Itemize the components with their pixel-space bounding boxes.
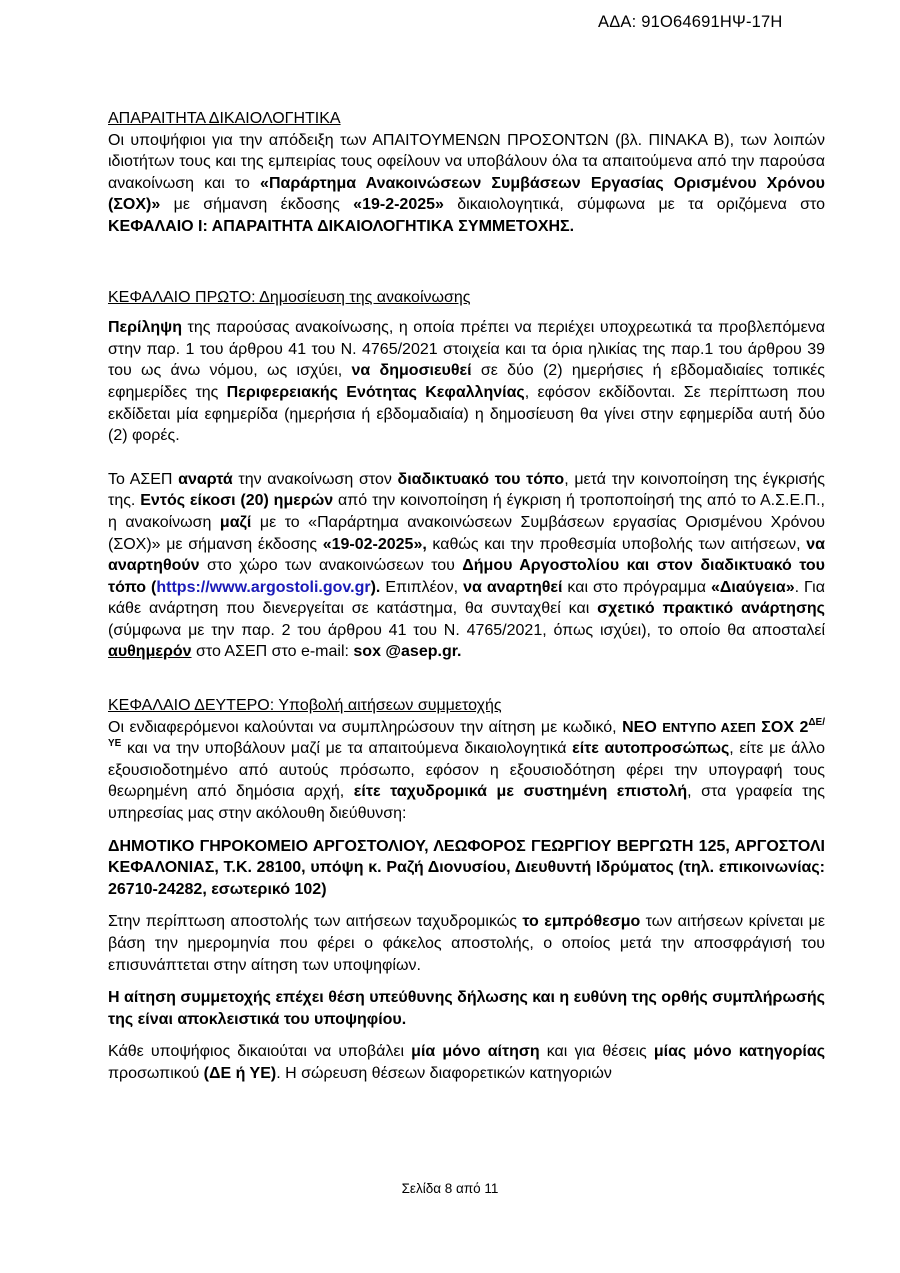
text-run: και να την υποβάλουν μαζί με τα απαιτούμενα δικαιολογητικά <box>121 740 573 758</box>
page-number-footer: Σελίδα 8 από 11 <box>401 1181 499 1196</box>
text-run: (σύμφωνα με την παρ. 2 του άρθρου 41 του Ν. 4765/2021, όπως ισχύει), το οποίο θα αποσταλεί <box>108 621 825 639</box>
text-run: από την κοινοποίηση ή έγκριση ή τροποποίησή της από το Α.Σ.Ε.Π., η ανακοίνωση <box>108 492 826 531</box>
text-run: προσωπικού <box>108 1064 204 1082</box>
bold-run: ΕΝΤΥΠΟ ΑΣΕΠ <box>662 719 756 735</box>
bold-run: αναρτά <box>178 470 233 488</box>
text-run: την ανακοίνωση στον <box>232 470 398 488</box>
paragraph-responsible-declaration: Η αίτηση συμμετοχής επέχει θέση υπεύθυνης δήλωσης και η ευθύνη της ορθής συμπλήρωσής της είναι αποκλειστικά του υποψηφίου. <box>108 989 825 1028</box>
text-run: δικαιολογητικά, σύμφωνα με τα οριζόμενα στο <box>443 196 826 214</box>
superscript: ΔΕ/ΥΕ <box>108 716 825 750</box>
paragraph-application-submission <box>108 717 825 825</box>
bold-run: «19-02-2025», <box>322 535 427 553</box>
bold-run: ΚΕΦΑΛΑΙΟ Ι: ΑΠΑΡΑΙΤΗΤΑ ΔΙΚΑΙΟΛΟΓΗΤΙΚΑ ΣΥΜΜΕΤΟΧΗΣ. <box>108 217 575 235</box>
text-run: , είτε με άλλο εξουσιοδοτημένο από αυτούς πρόσωπο, εφόσον η εξουσιοδότηση φέρει την υπογραφή τους θεωρημένη από δημόσια αρχή, <box>108 740 825 801</box>
bold-run: «Παράρτημα Ανακοινώσεων Συμβάσεων Εργασίας Ορισμένου Χρόνου (ΣΟΧ)» <box>108 174 825 214</box>
bold-run: διαδικτυακό του τόπο <box>397 470 565 488</box>
bold-run: μίας μόνο κατηγορίας <box>653 1043 826 1061</box>
text-run: Οι υποψήφιοι για την απόδειξη των ΑΠΑΙΤΟΥΜΕΝΩΝ ΠΡΟΣΟΝΤΩΝ (βλ. ΠΙΝΑΚΑ Β), των λοιπών ιδιοτήτων τους και της εμπειρίας τους οφείλουν να υποβάλουν όλα τα απαιτούμενα από την παρούσα ανακοίνωση και το <box>108 131 825 192</box>
bold-run: Περίληψη <box>108 319 182 337</box>
text-run: . Η σώρευση θέσεων διαφορετικών κατηγοριών <box>276 1064 612 1082</box>
paragraph-postal-deadline <box>108 911 825 976</box>
text-run: . Για κάθε ανάρτηση που διενεργείται σε κατάστημα, θα συνταχθεί και <box>108 578 825 618</box>
text-run: με σήμανση έκδοσης <box>160 196 354 214</box>
bold-run: σχετικό πρακτικό ανάρτησης <box>597 600 825 618</box>
text-run: Το ΑΣΕΠ <box>108 470 179 488</box>
text-run: καθώς και την προθεσμία υποβολής των αιτήσεων, <box>426 535 807 553</box>
text-run: και στο πρόγραμμα <box>562 578 711 596</box>
text-run: της παρούσας ανακοίνωσης, η οποία πρέπει να περιέχει υποχρεωτικά τα προβλεπόμενα στην παρ. 1 του άρθρου 41 του Ν. 4765/2021 στοιχεία και τα όρια ηλικίας της παρ.1 του άρθρου 39 του ως άνω νόμου, ως ισχύει, <box>108 319 825 380</box>
bold-run: να αναρτηθούν <box>108 535 825 575</box>
bold-underline-run: αυθημερόν <box>108 643 192 661</box>
bold-run: ΝΕΟ <box>622 718 663 736</box>
paragraph-single-application <box>108 1041 825 1084</box>
address-block: ΔΗΜΟΤΙΚΟ ΓΗΡΟΚΟΜΕΙΟ ΑΡΓΟΣΤΟΛΙΟΥ, ΛΕΩΦΟΡΟΣ ΓΕΩΡΓΙΟΥ ΒΕΡΓΩΤΗ 125, ΑΡΓΟΣΤΟΛΙ ΚΕΦΑΛΟΝΙΑΣ, Τ.Κ. 28100, υπόψη κ. Ραζή Διονυσίου, Διευθυντή Ιδρύματος (τηλ. επικοινωνίας: 26710-24282, εσωτερικό 102) <box>108 837 825 898</box>
text-run: Κάθε υποψήφιος δικαιούται να υποβάλει <box>108 1043 412 1061</box>
text-run: Στην περίπτωση αποστολής των αιτήσεων ταχυδρομικώς <box>108 913 523 931</box>
email-address: sox @asep.gr. <box>353 643 462 661</box>
bold-run: το εμπρόθεσμο <box>522 913 641 931</box>
bold-run: «Διαύγεια» <box>710 578 795 596</box>
bold-run: ). <box>370 578 381 596</box>
bold-run: Δήμου Αργοστολίου και στον διαδικτυακό του τόπο ( <box>108 557 825 596</box>
text-run: , μετά την κοινοποίηση της έγκρισής της. <box>108 470 826 510</box>
text-run: με το «Παράρτημα ανακοινώσεων Συμβάσεων εργασίας Ορισμένου Χρόνου (ΣΟΧ)» με σήμανση έκδοσης <box>108 513 826 553</box>
bold-run: είτε αυτοπροσώπως <box>572 740 730 758</box>
text-run: και για θέσεις <box>539 1043 654 1061</box>
text-run: , εφόσον εκδίδονται. Σε περίπτωση που εκδίδεται μία εφημερίδα (ημερήσια ή εβδομαδιαία) η δημοσίευση θα γίνει στην εφημερίδα αυτή δύο (2) φορές. <box>108 383 826 445</box>
bold-run: μαζί <box>219 513 252 531</box>
text-run: στο χώρο των ανακοινώσεων του <box>199 557 463 575</box>
text-run: Επιπλέον, <box>380 578 464 596</box>
bold-run: να αναρτηθεί <box>463 578 563 596</box>
bold-run: Εντός είκοσι (20) ημερών <box>140 492 334 510</box>
paragraph-summary-publication <box>108 317 825 447</box>
text-run: των αιτήσεων κρίνεται με βάση την ημερομηνία που φέρει ο φάκελος αποστολής, ο οποίος μετά την αποσφράγισή του επισυνάπτεται στην αίτηση των υποψηφίων. <box>108 913 826 974</box>
paragraph-required-docs <box>108 130 825 238</box>
bold-run: (ΔΕ ή ΥΕ) <box>203 1064 277 1082</box>
text-run: Οι ενδιαφερόμενοι καλούνται να συμπληρώσουν την αίτηση με κωδικό, <box>108 718 623 736</box>
ada-code: ΑΔΑ: 91Ο64691ΗΨ-17Η <box>598 13 783 31</box>
bold-run: είτε ταχυδρομικά με συστημένη επιστολή <box>353 783 688 801</box>
section-heading-chapter-two: ΚΕΦΑΛΑΙΟ ΔΕΥΤΕΡΟ: Υποβολή αιτήσεων συμμετοχής <box>108 697 502 715</box>
bold-run: μία μόνο αίτηση <box>411 1043 540 1061</box>
bold-run: Περιφερειακής Ενότητας Κεφαλληνίας <box>226 383 525 401</box>
section-heading-required-docs: ΑΠΑΡΑΙΤΗΤΑ ΔΙΚΑΙΟΛΟΓΗΤΙΚΑ <box>108 110 341 127</box>
bold-run: «19-2-2025» <box>353 196 444 214</box>
text-run: στο ΑΣΕΠ στο e-mail: <box>191 643 354 661</box>
section-heading-chapter-one: ΚΕΦΑΛΑΙΟ ΠΡΩΤΟ: Δημοσίευση της ανακοίνωσης <box>108 288 471 306</box>
text-run: σε δύο (2) ημερήσιες ή εβδομαδιαίες τοπικές εφημερίδες της <box>108 362 826 401</box>
paragraph-asep-posting <box>108 469 825 663</box>
municipality-website-link[interactable]: https://www.argostoli.gov.gr <box>156 578 371 596</box>
bold-run: ΣΟΧ 2 <box>755 718 809 736</box>
bold-run: να δημοσιευθεί <box>351 362 472 380</box>
page-content <box>108 108 825 1085</box>
text-run: , στα γραφεία της υπηρεσίας μας στην ακόλουθη διεύθυνση: <box>108 783 826 823</box>
